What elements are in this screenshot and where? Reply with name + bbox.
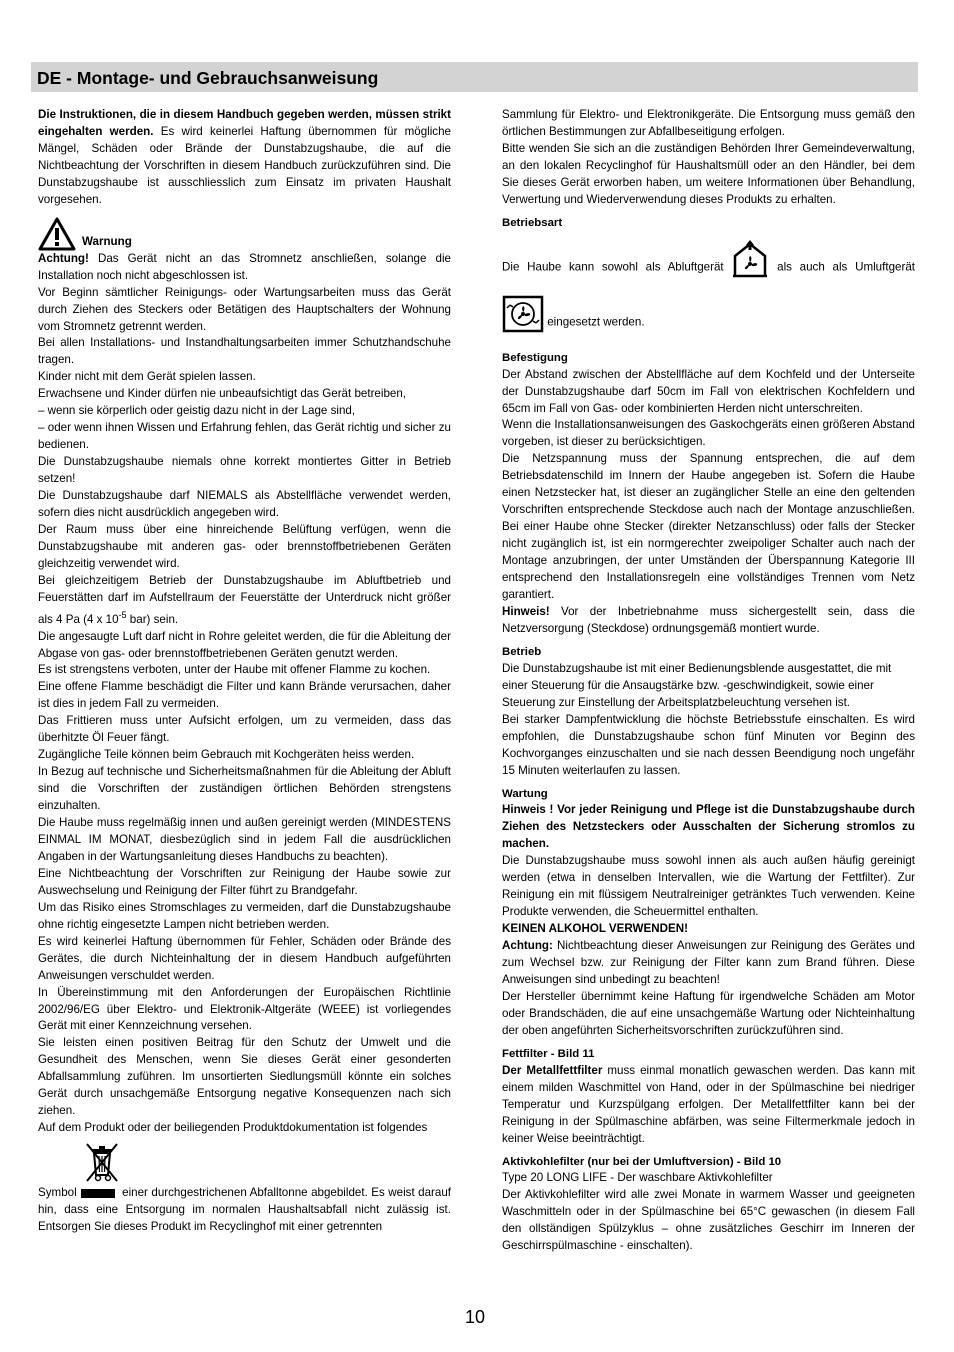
paragraph: Eine offene Flamme beschädigt die Filter und kann Brände verursachen, daher ist dies in jedem Fall zu vermeiden.: [38, 680, 451, 711]
hinweis-paragraph: [502, 604, 915, 638]
paragraph: Der Hersteller übernimmt keine Haftung für irgendwelche Schäden am Motor oder Brandschäden, die auf eine unsachgemäße Wartung oder Nichteinhaltung der oben angeführten Sicherheitsvorschriften zurückzuführen sind.: [502, 989, 915, 1037]
paragraph: Die Dunstabzugshaube muss sowohl innen als auch außen häufig gereinigt werden (etwa in denselben Intervallen, wie die Wartung der Fettfilter). Zur Reinigung ein mit flüssigem Neutralreiniger getränktes Tuch verwenden. Keine Produkte verwenden, die Scheuermittel enthalten.: [502, 854, 915, 919]
fettfilter-text: muss einmal monatlich gewaschen werden. Das kann mit einem milden Waschmittel von Hand, oder in der Spülmaschine bei niedriger Temperatur und Kurzspülgang erfolgen. Der Metallfettfilter kann bei der Reinigung in der Spülmaschine abfärben, was seine Filtermerkmale jedoch in keiner Weise beeinträchtigt.: [502, 1063, 915, 1145]
paragraph: Der Raum muss über eine hinreichende Belüftung verfügen, wenn die Dunstabzugshaube mit anderen gas- oder brennstoffbetriebenen Geräten gleichzeitig verwendet wird.: [38, 522, 451, 570]
fettfilter-paragraph: [502, 1063, 915, 1148]
achtung-paragraph: [38, 251, 451, 285]
paragraph: Sammlung für Elektro- und Elektronikgeräte. Die Entsorgung muss gemäß den örtlichen Bestimmungen zur Abfallbeseitigung erfolgen.: [502, 108, 915, 138]
achtung-text: Nichtbeachtung dieser Anweisungen zur Reinigung des Gerätes und zum Wechsel bzw. zur Reinigung der Filter kann zum Brand führen. Diese Anweisungen sind unbedingt zu beachten!: [502, 939, 915, 986]
pressure-text: Bei gleichzeitigem Betrieb der Dunstabzugshaube im Abluftbetrieb und Feuerstätten darf im Aufstellraum der Feuerstätte der Unterdruck nicht größer als 4 Pa (4 x 10: [38, 573, 451, 626]
crossed-bin-icon: [82, 1141, 122, 1183]
hinweis-text: Vor der Inbetriebnahme muss sichergestellt sein, dass die Netzversorgung (Steckdose) ordnungsgemäß montiert wurde.: [502, 604, 915, 635]
warning-heading: [38, 215, 451, 251]
wartung-heading: Wartung: [502, 787, 548, 800]
warning-triangle-icon: [38, 217, 76, 251]
paragraph: Erwachsene und Kinder dürfen nie unbeaufsichtigt das Gerät betreiben,: [38, 387, 407, 401]
achtung-paragraph: [502, 938, 915, 989]
paragraph: Die Dunstabzugshaube niemals ohne korrekt montiertes Gitter in Betrieb setzen!: [38, 455, 451, 486]
betriebsart-paragraph: [502, 240, 915, 295]
alkohol-warning: KEINEN ALKOHOL VERWENDEN!: [502, 922, 688, 936]
paragraph: Die Netzspannung muss der Spannung entsprechen, die auf dem Betriebsdatenschild im Innern der Haube angegeben ist. Sofern die Haube einen Netzstecker hat, ist dieser an zugänglicher Stelle an eine den geltenden Vorschriften entsprechende Steckdose auch nach der Montage anzuschließen. Bei einer Haube ohne Stecker (direkter Netzanschluss) oder falls der Stecker nicht zugänglich ist, ist ein normgerechter zweipoliger Schalter auch nach der Montage anzubringen, der unter Umständen der Überspannung Kategorie III entsprechend den Installationsregeln eine vollständiges Trennen vom Netz garantiert.: [502, 452, 915, 602]
achtung-label: Achtung:: [502, 939, 553, 953]
aktivkohle-type: Type 20 LONG LIFE - Der waschbare Aktivkohlefilter: [502, 1171, 773, 1185]
extraction-mode-icon: [731, 240, 769, 295]
weee-black-bar: [81, 1189, 115, 1198]
betrieb-line: Die Dunstabzugshaube ist mit einer Bedienungsblende ausgestattet, die mit: [502, 661, 892, 675]
betrieb-line: einer Steuerung für die Ansaugstärke bzw. -geschwindigkeit, sowie einer: [502, 678, 874, 692]
symbol-paragraph: [38, 1185, 451, 1236]
weee-symbol-row: [38, 1141, 451, 1185]
betriebsart-heading: Betriebsart: [502, 216, 563, 229]
page-title: DE - Montage- und Gebrauchsanweisung: [37, 68, 379, 88]
paragraph: Vor Beginn sämtlicher Reinigungs- oder Wartungsarbeiten muss das Gerät durch Ziehen des Steckers oder Betätigen des Hauptschalters der Wohnung vom Stromnetz getrennt werden.: [38, 285, 451, 333]
hinweis-label: Hinweis!: [502, 604, 550, 618]
paragraph: – wenn sie körperlich oder geistig dazu nicht in der Lage sind,: [38, 404, 356, 418]
intro-paragraph: [38, 107, 451, 209]
intro-text: Es wird keinerlei Haftung übernommen für mögliche Mängel, Schäden oder Brände der Dunstabzugshaube, die auf die Nichtbeachtung der Vorschriften in diesem Handbuch zurückzuführen sind. Die Dunstabzugshaube ist ausschliesslich zum Einsatz im privaten Haushalt vorgesehen.: [38, 124, 451, 206]
paragraph: Um das Risiko eines Stromschlages zu vermeiden, darf die Dunstabzugshaube ohne richtig eingesetzte Lampen nicht betrieben werden.: [38, 900, 451, 931]
paragraph: Bei allen Installations- und Instandhaltungsarbeiten immer Schutzhandschuhe tragen.: [38, 336, 451, 367]
paragraph: Es wird keinerlei Haftung übernommen für Fehler, Schäden oder Brände des Gerätes, die durch Nichteinhaltung der in diesem Handbuch aufgeführten Anweisungen verschuldet werden.: [38, 934, 451, 982]
betrieb-line: Steuerung zur Einstellung der Arbeitsplatzbeleuchtung versehen ist.: [502, 695, 851, 709]
recirculation-mode-icon: [502, 295, 544, 350]
betriebsart-text-c: eingesetzt werden.: [547, 315, 645, 329]
left-column: [38, 107, 451, 1236]
page-header: [31, 62, 918, 92]
right-column: [502, 107, 915, 1255]
paragraph: Auf dem Produkt oder der beiliegenden Produktdokumentation ist folgendes: [38, 1121, 428, 1135]
paragraph: Wenn die Installationsanweisungen des Gaskochgeräts einen größeren Abstand vorgeben, ist dieser zu berücksichtigen.: [502, 418, 915, 449]
wartung-warning: Hinweis ! Vor jeder Reinigung und Pflege ist die Dunstabzugshaube durch Ziehen des Netzsteckers oder Ausschalten der Sicherung stromlos zu machen.: [502, 803, 915, 851]
warning-label: Warnung: [82, 234, 132, 248]
betrieb-heading: Betrieb: [502, 645, 542, 658]
paragraph: Bei starker Dampfentwicklung die höchste Betriebsstufe einschalten. Es wird empfohlen, die Dunstabzugshaube schon fünf Minuten vor Beginn des Kochvorganges einzuschalten und sie nach dessen Beendigung noch ungefähr 15 Minuten weiterlaufen zu lassen.: [502, 712, 915, 777]
paragraph: Es ist strengstens verboten, unter der Haube mit offener Flamme zu kochen.: [38, 663, 431, 677]
paragraph: – oder wenn ihnen Wissen und Erfahrung fehlen, das Gerät richtig und sicher zu bedienen.: [38, 421, 451, 452]
paragraph: Der Aktivkohlefilter wird alle zwei Monate in warmem Wasser und geeigneten Waschmitteln oder in der Spülmaschine bei 65°C gewaschen (in diesem Fall den ollständigen Spülzyklus – ohne zusätzliches Geschirr im Inneren der Geschirrspülmaschine - einschalten).: [502, 1188, 915, 1253]
paragraph: Zugängliche Teile können beim Gebrauch mit Kochgeräten heiss werden.: [38, 748, 415, 762]
paragraph: In Bezug auf technische und Sicherheitsmaßnahmen für die Ableitung der Abluft sind die Vorschriften der zuständigen örtlichen Behörden strengstens einzuhalten.: [38, 765, 451, 813]
betriebsart-text-b: als auch als Umluftgerät: [777, 260, 915, 274]
achtung-label: Achtung!: [38, 251, 89, 265]
paragraph: Die Haube muss regelmäßig innen und außen gereinigt werden (MINDESTENS EINMAL IM MONAT, diesbezüglich sind in jedem Fall die ausdrücklichen Angaben in der Wartungsanleitung dieses Handbuchs zu beachten).: [38, 816, 451, 863]
paragraph: Sie leisten einen positiven Beitrag für den Schutz der Umwelt und die Gesundheit des Menschen, wenn Sie dieses Gerät einer gesonderten Abfallsammlung zuführen. Im unsortierten Siedlungsmüll könnte ein solches Gerät durch unsachgemäße Entsorgung negative Konsequenzen nach sich ziehen.: [38, 1036, 451, 1118]
paragraph: Das Frittieren muss unter Aufsicht erfolgen, um zu vermeiden, dass das überhitzte Öl Feuer fängt.: [38, 714, 451, 745]
aktivkohle-heading: Aktivkohlefilter (nur bei der Umluftversion) - Bild 10: [502, 1155, 782, 1168]
symbol-text: einer durchgestrichenen Abfalltonne abgebildet. Es weist darauf hin, dass eine Entsorgung im normalen Haushaltsabfall nicht zulässig ist. Entsorgen Sie dieses Produkt im Recyclinghof mit einer getrennten: [38, 1186, 451, 1234]
befestigung-heading: Befestigung: [502, 351, 568, 364]
paragraph: Die Dunstabzugshaube darf NIEMALS als Abstellfläche verwendet werden, sofern dies nicht ausdrücklich angegeben wird.: [38, 489, 451, 520]
achtung-text: Das Gerät nicht an das Stromnetz anschließen, solange die Installation noch nicht abgeschlossen ist.: [38, 251, 451, 282]
paragraph: Bitte wenden Sie sich an die zuständigen Behörden Ihrer Gemeindeverwaltung, an den lokalen Recyclinghof für Haushaltsmüll oder an den Händler, bei dem Sie dieses Gerät erworben haben, um weitere Informationen über Behandlung, Verwertung und Wiederverwendung dieses Produkts zu erhalten.: [502, 141, 915, 206]
paragraph: In Übereinstimmung mit den Anforderungen der Europäischen Richtlinie 2002/96/EG über Elektro- und Elektronik-Altgeräte (WEEE) ist vorliegendes Gerät mit einer Kennzeichnung versehen.: [38, 985, 451, 1033]
pressure-paragraph: [38, 573, 451, 629]
intro-bold: Die Instruktionen, die in diesem Handbuch gegeben werden, müssen strikt eingehalten werden.: [38, 108, 451, 138]
betriebsart-paragraph-2: [502, 295, 915, 350]
symbol-label: Symbol: [38, 1186, 77, 1200]
paragraph: Der Abstand zwischen der Abstellfläche auf dem Kochfeld und der Unterseite der Dunstabzugshaube darf 50cm im Fall von elektrischen Kochfeldern und 65cm im Fall von Gas- oder kombinierten Herden nicht unterschreiten.: [502, 367, 915, 415]
page-number: 10: [465, 1307, 486, 1327]
pressure-exponent: -5: [118, 609, 127, 620]
paragraph: Eine Nichtbeachtung der Vorschriften zur Reinigung der Haube sowie zur Auswechselung und Reinigung der Filter führt zu Brandgefahr.: [38, 866, 451, 897]
betriebsart-text-a: Die Haube kann sowohl als Abluftgerät: [502, 260, 724, 274]
paragraph: Die angesaugte Luft darf nicht in Rohre geleitet werden, die für die Ableitung der Abgase von gas- oder brennstoffbetriebenen Geräten genutzt werden.: [38, 629, 451, 660]
paragraph: Kinder nicht mit dem Gerät spielen lassen.: [38, 370, 256, 384]
fettfilter-bold: Der Metallfettfilter: [502, 1063, 603, 1077]
fettfilter-heading: Fettfilter - Bild 11: [502, 1047, 595, 1060]
pressure-end: bar) sein.: [126, 612, 179, 626]
